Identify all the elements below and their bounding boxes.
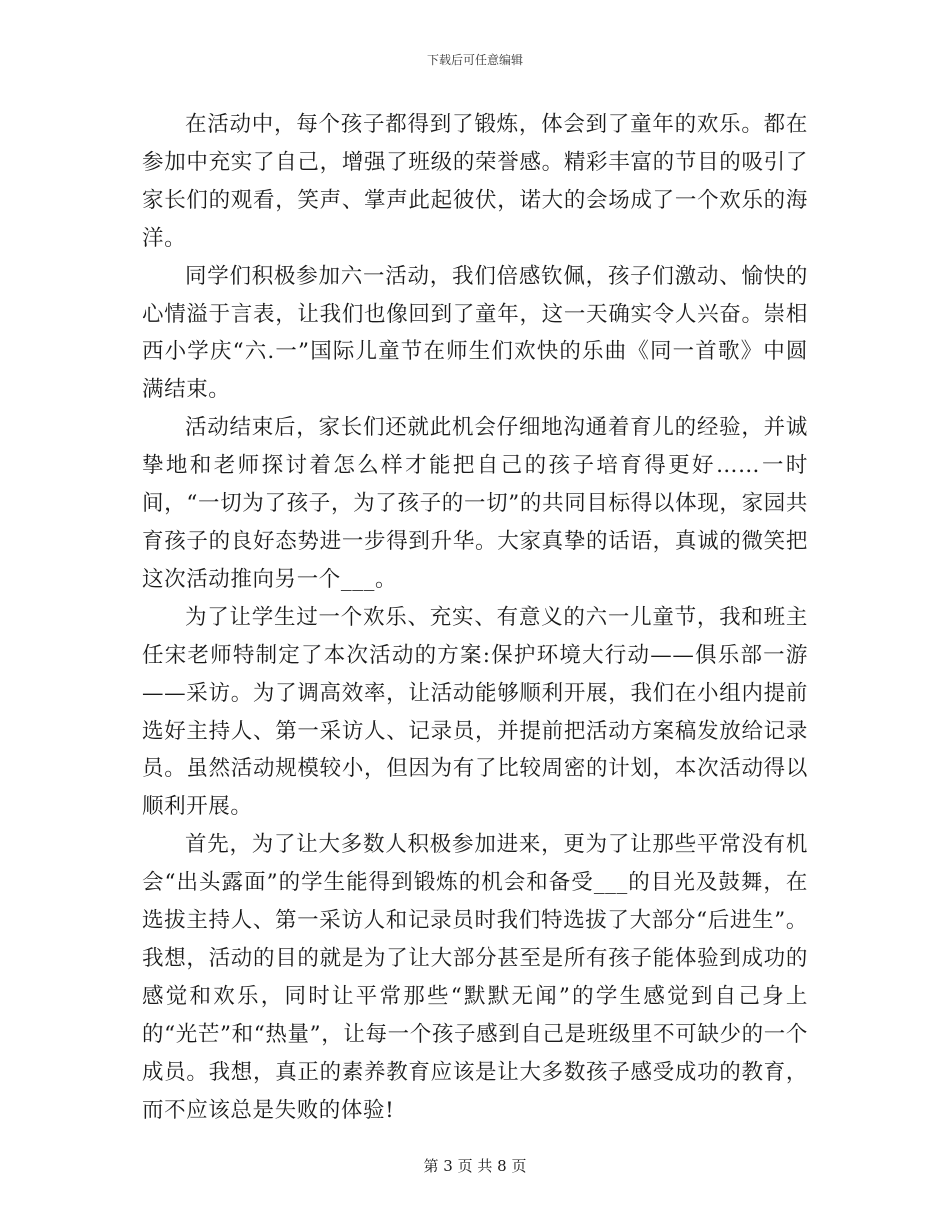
- page-number: 第 3 页 共 8 页: [423, 1157, 527, 1175]
- page-header-note: 下载后可任意编辑: [426, 53, 523, 67]
- paragraph-3: 活动结束后，家长们还就此机会仔细地沟通着育儿的经验，并诚挚地和老师探讨着怎么样才能把自己的孩子培育得更好……一时间，“一切为了孩子，为了孩子的一切”的共同目标得以体现，家园共育孩子的良好态势进一步得到升华。大家真挚的话语，真诚的微笑把这次活动推向另一个___。: [142, 415, 808, 592]
- document-body: [142, 106, 808, 1129]
- paragraph-5: 首先，为了让大多数人积极参加进来，更为了让那些平常没有机会“出头露面”的学生能得到锻炼的机会和备受___的目光及鼓舞，在选拔主持人、第一采访人和记录员时我们特选拔了大部分“后进生”。我想，活动的目的就是为了让大部分甚至是所有孩子能体验到成功的感觉和欢乐，同时让平常那些“默默无闻”的学生感觉到自己身上的“光芒”和“热量”，让每一个孩子感到自己是班级里不可缺少的一个成员。我想，真正的素养教育应该是让大多数孩子感受成功的教育，而不应该总是失败的体验!: [142, 832, 808, 1123]
- paragraph-1: 在活动中，每个孩子都得到了锻炼，体会到了童年的欢乐。都在参加中充实了自己，增强了班级的荣誉感。精彩丰富的节目的吸引了家长们的观看，笑声、掌声此起彼伏，诺大的会场成了一个欢乐的海洋。: [142, 112, 808, 251]
- paragraph-4: 为了让学生过一个欢乐、充实、有意义的六一儿童节，我和班主任宋老师特制定了本次活动的方案:保护环境大行动——俱乐部一游——采访。为了调高效率，让活动能够顺利开展，我们在小组内提前选好主持人、第一采访人、记录员，并提前把活动方案稿发放给记录员。虽然活动规模较小，但因为有了比较周密的计划，本次活动得以顺利开展。: [142, 604, 808, 820]
- paragraph-2: 同学们积极参加六一活动，我们倍感钦佩，孩子们激动、愉快的心情溢于言表，让我们也像回到了童年，这一天确实令人兴奋。崇相西小学庆“六.一”国际儿童节在师生们欢快的乐曲《同一首歌》中圆满结束。: [142, 263, 808, 403]
